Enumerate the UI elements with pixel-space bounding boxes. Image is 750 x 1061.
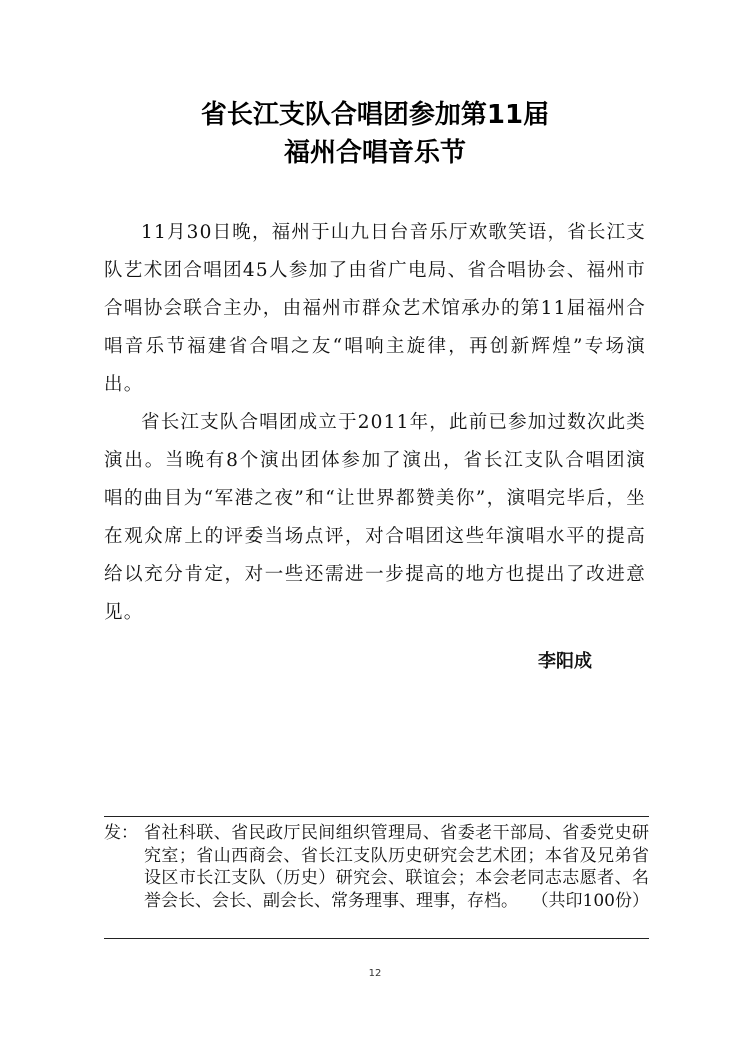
print-count: （共印100份） <box>531 890 649 911</box>
page-number: 12 <box>368 968 382 979</box>
paragraph: 11月30日晚，福州于山九日台音乐厅欢歌笑语，省长江支队艺术团合唱团45人参加了由省广电局、省合唱协会、福州市合唱协会联合主办，由福州市群众艺术馆承办的第11届福州合唱音乐节福建省合唱之友“唱响主旋律，再创新辉煌”专场演出。 <box>104 222 646 395</box>
article-body <box>104 214 646 632</box>
title-line-2: 福州合唱音乐节 <box>283 138 466 168</box>
distribution-block <box>104 822 649 912</box>
document-title <box>0 96 750 172</box>
distribution-recipients: 省社科联、省民政厅民间组织管理局、省委老干部局、省委党史研究室；省山西商会、省长江支队历史研究会艺术团；本省及兄弟省设区市长江支队（历史）研究会、联谊会；本会老同志志愿者、名誉会长、会长、副会长、常务理事、理事，存档。 <box>144 823 649 911</box>
distribution-bottom-rule <box>104 938 649 939</box>
title-line-1: 省长江支队合唱团参加第11届 <box>200 100 550 130</box>
distribution-top-rule <box>104 816 649 817</box>
paragraph: 省长江支队合唱团成立于2011年，此前已参加过数次此类演出。当晚有8个演出团体参加了演出，省长江支队合唱团演唱的曲目为“军港之夜”和“让世界都赞美你”，演唱完毕后，坐在观众席上的评委当场点评，对合唱团这些年演唱水平的提高给以充分肯定，对一些还需进一步提高的地方也提出了改进意见。 <box>104 412 646 623</box>
distribution-label: 发： <box>104 823 138 843</box>
author-name: 李阳成 <box>538 651 592 672</box>
distribution-text-wrap <box>144 822 649 912</box>
